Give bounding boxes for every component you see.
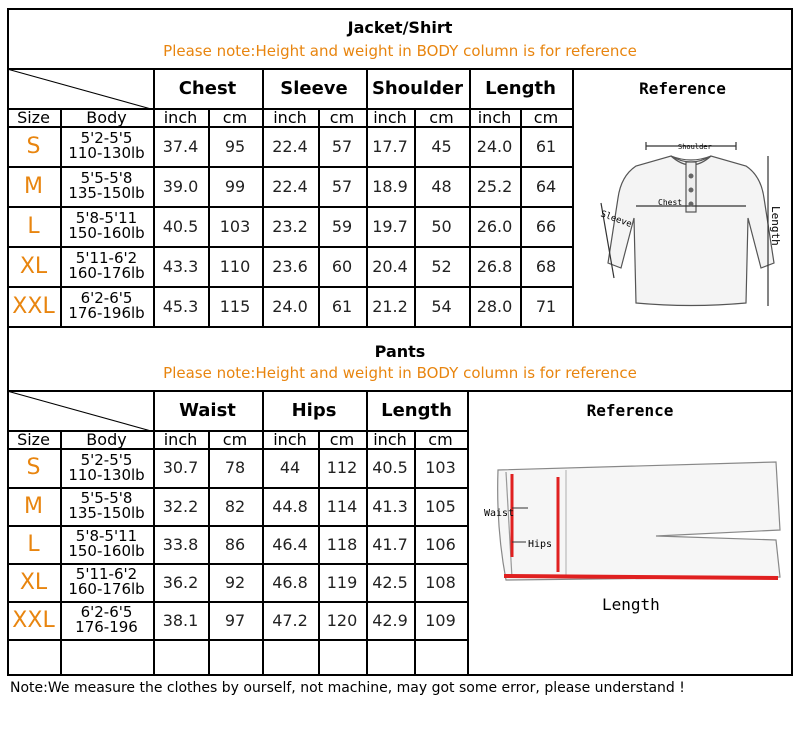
measure-value: 64 — [535, 176, 557, 196]
header-diagonal — [9, 69, 153, 110]
height-range: 5'2-5'5 — [80, 450, 133, 469]
height-range: 5'11-6'2 — [75, 249, 138, 267]
measure-value: 43.3 — [162, 256, 199, 276]
size-label: XL — [19, 569, 48, 595]
weight-range: 160-176lb — [68, 264, 145, 282]
size-header: Size — [17, 429, 50, 449]
measure-value: 97 — [224, 610, 246, 630]
measure-value: 103 — [425, 458, 456, 477]
measure-value: 57 — [331, 176, 353, 196]
body-range — [60, 126, 153, 166]
measure-value: 45 — [431, 136, 452, 156]
unit-header: cm — [533, 107, 559, 127]
height-range: 5'8-5'11 — [75, 209, 138, 227]
unit-header: inch — [273, 107, 307, 127]
weight-range: 160-176lb — [68, 580, 145, 598]
measure-value: 82 — [224, 496, 246, 516]
weight-range: 135-150lb — [68, 184, 145, 202]
measure-value: 60 — [331, 256, 353, 276]
measure-value: 32.2 — [162, 496, 199, 516]
height-range: 5'5-5'8 — [80, 169, 133, 187]
measure-value: 37.4 — [162, 136, 199, 156]
measure-value: 33.8 — [162, 534, 199, 554]
size-label: M — [24, 173, 43, 199]
height-range: 6'2-6'5 — [80, 603, 133, 621]
weight-range: 150-160lb — [68, 542, 145, 560]
jacket-header-1: Sleeve — [280, 77, 348, 99]
body-range — [60, 206, 153, 246]
measure-value: 22.4 — [272, 136, 308, 156]
size-label: M — [24, 493, 43, 519]
unit-header: inch — [477, 107, 512, 127]
jacket-header-0: Chest — [178, 77, 237, 99]
sleeve-label: Sleeve — [598, 209, 633, 230]
body-range — [60, 525, 153, 563]
height-range: 5'11-6'2 — [75, 565, 138, 583]
measure-value: 42.9 — [372, 610, 408, 630]
height-range: 5'8-5'11 — [75, 527, 138, 545]
measure-value: 36.2 — [162, 572, 199, 592]
measure-value: 99 — [224, 176, 246, 196]
measure-value: 42.5 — [372, 572, 408, 592]
measure-value: 108 — [425, 572, 456, 592]
measure-value: 112 — [326, 458, 358, 477]
length-label: Length — [602, 595, 660, 614]
measure-value: 45.3 — [162, 296, 199, 316]
unit-header: cm — [222, 107, 248, 127]
measure-value: 20.4 — [372, 256, 408, 276]
measure-value: 46.4 — [272, 534, 308, 554]
grid-line — [7, 326, 793, 328]
size-label: XL — [19, 253, 48, 279]
measure-value: 50 — [431, 216, 452, 236]
measure-value: 92 — [224, 572, 246, 592]
body-range — [60, 487, 153, 525]
body-range — [60, 563, 153, 601]
height-range: 5'2-5'5 — [80, 129, 133, 147]
body-range — [60, 601, 153, 639]
unit-header: inch — [373, 429, 407, 449]
grid-line — [7, 674, 793, 676]
jacket-header-3: Length — [485, 77, 556, 99]
measure-value: 103 — [219, 216, 251, 236]
measure-value: 118 — [326, 534, 358, 554]
measure-value: 21.2 — [372, 296, 408, 316]
unit-header: cm — [329, 107, 355, 127]
measure-value: 86 — [224, 534, 246, 554]
body-header: Body — [86, 107, 127, 127]
height-range: 5'5-5'8 — [80, 489, 133, 507]
measure-value: 52 — [431, 256, 452, 276]
size-label: S — [26, 133, 41, 159]
header-diagonal — [9, 391, 153, 432]
measure-value: 120 — [326, 610, 358, 630]
measure-value: 109 — [425, 610, 456, 630]
shoulder-label: Shoulder — [678, 143, 712, 151]
size-label: S — [26, 455, 41, 480]
height-range: 6'2-6'5 — [80, 289, 133, 307]
measure-value: 110 — [219, 256, 251, 276]
measure-value: 71 — [535, 296, 557, 316]
size-label: XXL — [12, 293, 55, 319]
measure-value: 41.7 — [372, 534, 408, 554]
unit-header: cm — [428, 429, 453, 449]
length-label: Length — [769, 206, 782, 246]
grid-line — [7, 8, 793, 10]
measure-value: 115 — [219, 296, 251, 316]
size-label: L — [27, 213, 40, 239]
measure-value: 59 — [331, 216, 353, 236]
body-range — [60, 166, 153, 206]
measure-value: 24.0 — [476, 136, 513, 156]
jacket-header-2: Shoulder — [371, 77, 464, 99]
pants-title: Pants — [374, 341, 426, 361]
chest-label: Chest — [658, 198, 683, 207]
jacket-reference-label: Reference — [639, 78, 726, 98]
waist-label: Waist — [484, 508, 515, 519]
measure-value: 26.8 — [476, 256, 513, 276]
measure-value: 119 — [326, 572, 358, 592]
measure-value: 57 — [331, 136, 353, 156]
measure-value: 66 — [535, 216, 557, 236]
measure-value: 18.9 — [372, 176, 408, 196]
unit-header: inch — [273, 429, 307, 449]
hips-label: Hips — [528, 539, 553, 550]
measure-value: 40.5 — [372, 458, 408, 477]
measure-value: 61 — [535, 136, 557, 156]
measure-value: 41.3 — [372, 496, 408, 516]
body-header: Body — [86, 429, 127, 449]
measure-value: 28.0 — [476, 296, 513, 316]
unit-header: inch — [163, 429, 198, 449]
measure-value: 30.7 — [162, 458, 199, 477]
measure-value: 105 — [425, 496, 456, 516]
body-range — [60, 286, 153, 326]
weight-range: 110-130lb — [68, 465, 145, 484]
measure-value: 25.2 — [476, 176, 513, 196]
size-label: L — [27, 531, 40, 557]
measure-value: 26.0 — [476, 216, 513, 236]
pants-diagram — [476, 452, 788, 617]
jacket-note: Please note:Height and weight in BODY column is for reference — [163, 42, 637, 60]
unit-header: cm — [429, 107, 454, 127]
weight-range: 110-130lb — [68, 144, 145, 162]
grid-line — [467, 390, 469, 674]
measure-value: 40.5 — [162, 216, 199, 236]
pants-reference-label: Reference — [586, 400, 674, 420]
size-label: XXL — [12, 607, 55, 633]
pants-header-1: Hips — [291, 399, 337, 421]
measure-value: 38.1 — [162, 610, 199, 630]
measure-value: 22.4 — [272, 176, 308, 196]
measure-value: 114 — [326, 496, 358, 516]
unit-header: inch — [163, 107, 198, 127]
measure-value: 106 — [425, 534, 456, 554]
weight-range: 176-196 — [75, 618, 138, 636]
size-header: Size — [17, 107, 50, 127]
measure-value: 48 — [431, 176, 452, 196]
weight-range: 150-160lb — [68, 224, 145, 242]
unit-header: cm — [222, 429, 248, 449]
measure-value: 95 — [224, 136, 246, 156]
measure-value: 78 — [224, 458, 246, 477]
weight-range: 135-150lb — [68, 504, 145, 522]
pants-header-2: Length — [381, 399, 452, 421]
pants-header-0: Waist — [179, 399, 236, 421]
footer-note: Note:We measure the clothes by ourself, not machine, may got some error, please understand ! — [10, 680, 685, 696]
body-range — [60, 448, 153, 487]
unit-header: inch — [373, 107, 407, 127]
measure-value: 68 — [535, 256, 557, 276]
grid-line — [7, 639, 467, 641]
measure-value: 23.6 — [272, 256, 308, 276]
measure-value: 46.8 — [272, 572, 308, 592]
measure-value: 24.0 — [272, 296, 308, 316]
shirt-diagram — [596, 128, 786, 318]
measure-value: 17.7 — [372, 136, 408, 156]
measure-value: 44.8 — [272, 496, 308, 516]
measure-value: 54 — [431, 296, 452, 316]
measure-value: 47.2 — [272, 610, 308, 630]
unit-header: cm — [329, 429, 355, 449]
jacket-title: Jacket/Shirt — [347, 17, 453, 37]
measure-value: 39.0 — [162, 176, 199, 196]
measure-value: 61 — [331, 296, 353, 316]
weight-range: 176-196lb — [68, 304, 145, 322]
measure-value: 19.7 — [372, 216, 408, 236]
body-range — [60, 246, 153, 286]
pants-note: Please note:Height and weight in BODY column is for reference — [163, 364, 637, 382]
measure-value: 23.2 — [272, 216, 308, 236]
measure-value: 44 — [279, 458, 301, 477]
